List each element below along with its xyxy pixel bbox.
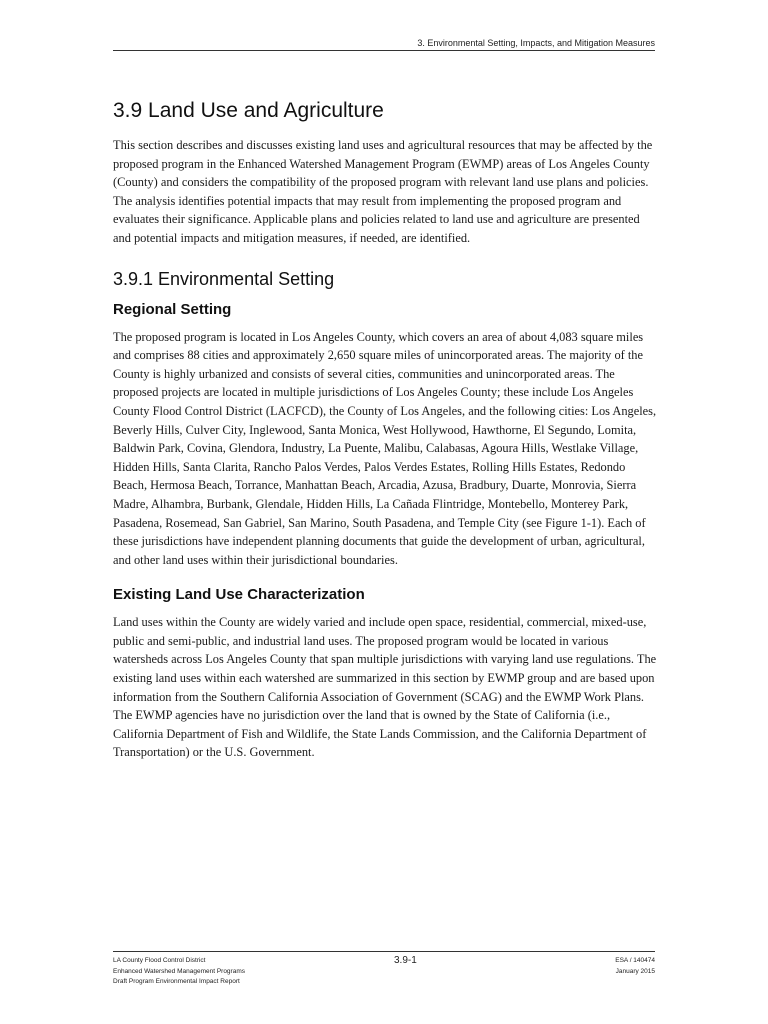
page-number: 3.9-1 <box>394 955 417 966</box>
subsection-title: 3.9.1 Environmental Setting <box>113 268 335 289</box>
footer-left <box>113 956 245 988</box>
footer-report: Draft Program Environmental Impact Report <box>113 978 240 985</box>
intro-paragraph: This section describes and discusses existing land uses and agricultural resources that may be affected by the proposed program in the Enhanced Watershed Management Program (EWMP) areas of Los Angeles County (County) and considers the compatibility of the proposed program with relevant land use plans and policies. The analysis identifies potential impacts that may result from implementing the proposed program and evaluates their significance. Applicable plans and policies related to land use and agriculture are presented and potential impacts and mitigation measures, if needed, are identified. <box>113 138 653 245</box>
footer-project-number: ESA / 140474 <box>615 957 655 964</box>
regional-setting-heading: Regional Setting <box>113 300 232 318</box>
footer-agency: LA County Flood Control District <box>113 957 206 964</box>
section-title: 3.9 Land Use and Agriculture <box>113 99 384 122</box>
footer-date: January 2015 <box>615 967 655 975</box>
header-rule <box>113 50 655 51</box>
running-header: 3. Environmental Setting, Impacts, and Mitigation Measures <box>417 38 655 48</box>
document-body <box>113 96 658 776</box>
regional-setting-paragraph: The proposed program is located in Los Angeles County, which covers an area of about 4,083 square miles and comprises 88 cities and approximately 2,650 square miles of unincorporated areas. The majority of the County is highly urbanized and consists of several cities, communities and unincorporated areas. The proposed projects are located in multiple jurisdictions of Los Angeles County; these include Los Angeles County Flood Control District (LACFCD), the County of Los Angeles, and the following cities: Los Angeles, Beverly Hills, Culver City, Inglewood, Santa Monica, West Hollywood, Hawthorne, El Segundo, Lomita, Baldwin Park, Covina, Glendora, Industry, La Puente, Malibu, Calabasas, Agoura Hills, Westlake Village, Hidden Hills, Santa Clarita, Rancho Palos Verdes, Palos Verdes Estates, Rolling Hills Estates, Redondo Beach, Hermosa Beach, Torrance, Manhattan Beach, Arcadia, Azusa, Bradbury, Duarte, Monrovia, Sierra Madre, Alhambra, Burbank, Glendale, Hidden Hills, La Cañada Flintridge, Montebello, Monterey Park, Pasadena, Rosemead, San Gabriel, San Marino, South Pasadena, and Temple City (see Figure 1-1). Each of these jurisdictions have independent planning documents that guide the development of urban, agricultural, and other land uses within their jurisdictional boundaries. <box>113 329 657 567</box>
footer-program: Enhanced Watershed Management Programs <box>113 967 245 975</box>
existing-land-use-heading: Existing Land Use Characterization <box>113 586 365 604</box>
footer-rule <box>113 951 655 952</box>
existing-land-use-paragraph: Land uses within the County are widely varied and include open space, residential, commercial, mixed-use, public and semi-public, and industrial land uses. The proposed program would be located in various watersheds across Los Angeles County that span multiple jurisdictions with varying land use regulations. The existing land uses within each watershed are summarized in this section by EWMP group and are based upon information from the Southern California Association of Government (SCAG) and the EWMP Work Plans. The EWMP agencies have no jurisdiction over the land that is owned by the State of California (i.e., California Department of Fish and Wildlife, the State Lands Commission, and the California Department of Transportation) or the U.S. Government. <box>113 615 657 760</box>
footer-right <box>615 956 655 977</box>
